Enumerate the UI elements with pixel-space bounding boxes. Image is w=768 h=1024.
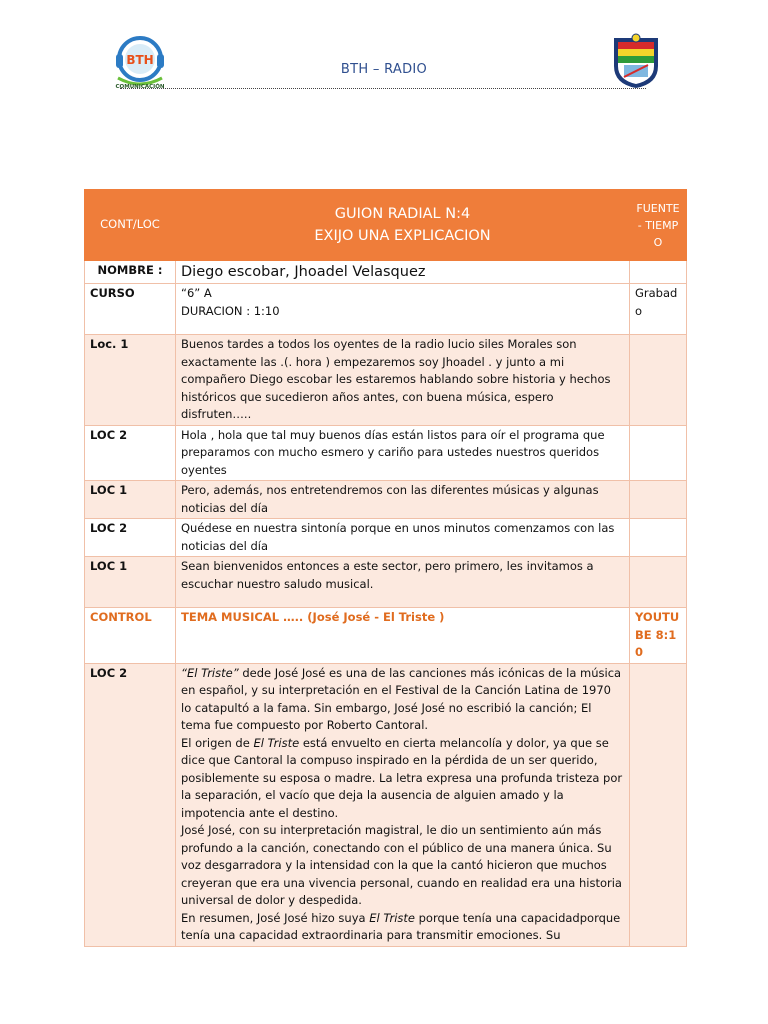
row-loc: LOC 1 xyxy=(85,557,176,608)
paragraph-text: El origen de xyxy=(181,735,254,750)
curso-source: Grabado xyxy=(630,284,687,335)
row-loc: LOC 1 xyxy=(85,481,176,519)
row-source xyxy=(630,519,687,557)
row-text: Buenos tardes a todos los oyentes de la radio lucio siles Morales son exactamente las .(. hora ) empezaremos soy Jhoadel . y junto a mi compañero Diego escobar les estaremos hablando sobre historia y hechos históricos que sucedieron años antes, con buena música, espero disfruten….. xyxy=(176,335,630,426)
curso-label: CURSO xyxy=(85,284,176,335)
control-text: TEMA MUSICAL ….. (José José - El Triste ) xyxy=(176,608,630,664)
paragraph xyxy=(181,910,624,945)
row-source xyxy=(630,335,687,426)
paragraph xyxy=(181,665,624,735)
control-label: CONTROL xyxy=(85,608,176,664)
control-row xyxy=(85,608,687,664)
curso-duration: DURACION : 1:10 xyxy=(181,303,280,318)
row-text: Quédese en nuestra sintonía porque en unos minutos comenzamos con las noticias del día xyxy=(176,519,630,557)
row-text: Sean bienvenidos entonces a este sector, pero primero, les invitamos a escuchar nuestro saludo musical. xyxy=(176,557,630,608)
row-source xyxy=(630,481,687,519)
row-source xyxy=(630,663,687,946)
row-text: Hola , hola que tal muy buenos días están listos para oír el programa que preparamos con mucho esmero y cariño para ustedes nuestros queridos oyentes xyxy=(176,425,630,481)
row-loc: LOC 2 xyxy=(85,425,176,481)
script-title-line1: GUION RADIAL N:4 xyxy=(334,206,471,222)
table-header-row xyxy=(85,190,687,261)
paragraph xyxy=(181,735,624,823)
curso-value xyxy=(176,284,630,335)
table-row xyxy=(85,557,687,608)
page-header xyxy=(0,0,768,100)
control-source: YOUTUBE 8:10 xyxy=(630,608,687,664)
paragraph-text: porque tenía una capacidadporque tenía una capacidad extraordinaria para transmitir emociones. Su xyxy=(181,910,621,942)
song-title: El Triste xyxy=(253,735,300,750)
table-row xyxy=(85,425,687,481)
table-row xyxy=(85,663,687,946)
page-title: BTH – RADIO xyxy=(340,62,428,77)
row-loc: LOC 2 xyxy=(85,663,176,946)
row-source xyxy=(630,557,687,608)
svg-text:BTH: BTH xyxy=(126,53,154,67)
table-row xyxy=(85,481,687,519)
paragraph-text: En resumen, José José hizo suya xyxy=(181,910,370,925)
script-title-line2: EXIJO UNA EXPLICACION xyxy=(314,228,491,244)
song-title: “El Triste” xyxy=(181,665,239,680)
school-crest-icon xyxy=(610,32,662,90)
paragraph: José José, con su interpretación magistral, le dio un sentimiento aún más profundo a la canción, conectando con el público de una manera única. Su voz desgarradora y la intensidad con la que la cantó hicieron que muchos creyeran que era una vivencia personal, cuando en realidad era una historia universal de dolor y despedida. xyxy=(181,823,622,907)
paragraph-text: está envuelto en cierta melancolía y dolor, ya que se dice que Cantoral la compuso inspirado en la pérdida de un ser querido, posiblemente su esposa o madre. La letra expresa una profunda tristeza por la separación, el vacío que deja la ausencia de alguien amado y la impotencia ante el destino. xyxy=(181,735,623,820)
song-title: El Triste xyxy=(369,910,415,925)
paragraph-text: dede José José es una de las canciones más icónicas de la música en español, y su interpretación en el Festival de la Canción Latina de 1970 lo catapultó a la fama. Sin embargo, José José no escribió la canción; El tema fue compuesto por Roberto Cantoral. xyxy=(181,665,622,732)
curso-grade: “6” A xyxy=(181,286,212,300)
curso-row xyxy=(85,284,687,335)
row-source xyxy=(630,425,687,481)
nombre-row xyxy=(85,261,687,284)
header-divider xyxy=(120,88,646,89)
table-row xyxy=(85,335,687,426)
table-row xyxy=(85,519,687,557)
row-text xyxy=(176,663,630,946)
radio-script-table xyxy=(84,189,687,947)
row-text: Pero, además, nos entretendremos con las diferentes músicas y algunas noticias del día xyxy=(176,481,630,519)
nombre-value: Diego escobar, Jhoadel Velasquez xyxy=(176,261,630,284)
header-cont-loc: CONT/LOC xyxy=(85,190,176,261)
header-fuente-tiempo: FUENTE - TIEMPO xyxy=(630,190,687,261)
svg-text:COMUNICACIÓN: COMUNICACIÓN xyxy=(115,84,165,90)
script-title xyxy=(176,190,630,261)
row-loc: LOC 2 xyxy=(85,519,176,557)
row-loc: Loc. 1 xyxy=(85,335,176,426)
nombre-label: NOMBRE : xyxy=(85,261,176,284)
nombre-source xyxy=(630,261,687,284)
